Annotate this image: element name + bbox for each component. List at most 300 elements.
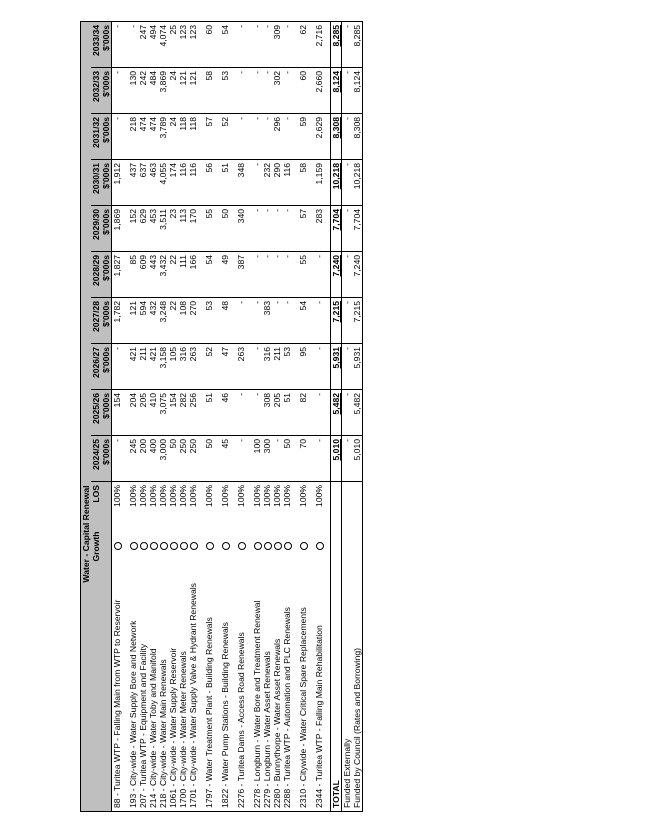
table-row: [138, 21, 148, 811]
value-cell: 250: [178, 435, 188, 481]
value-cell: -: [252, 297, 262, 343]
value-cell: 204: [128, 389, 138, 435]
value-cell: 282: [178, 389, 188, 435]
value-cell: 421: [148, 343, 158, 389]
title-fill: [81, 21, 92, 481]
los-cell: 100%: [262, 484, 272, 507]
value-cell: 50: [168, 435, 178, 481]
value-cell: -: [342, 389, 353, 435]
value-cell: -: [252, 205, 262, 251]
project-name: 88 - Turitea WTP - Falling Main from WTP to Reservoir: [112, 567, 123, 812]
value-cell: 130: [128, 67, 138, 113]
rotated-sheet: [80, 22, 645, 812]
value-cell: 108: [178, 297, 188, 343]
year-header: 2030/31: [91, 159, 101, 205]
value-cell: 594: [138, 297, 148, 343]
unit-header: $'000s: [101, 435, 112, 481]
growth-circle-icon: [140, 543, 148, 551]
value-cell: -: [342, 205, 353, 251]
growth-circle-icon: [222, 543, 230, 551]
value-cell: 53: [282, 343, 292, 389]
value-cell: 3,869: [158, 67, 168, 113]
growth-circle-icon: [114, 543, 122, 551]
table-row: [282, 21, 292, 811]
value-cell: 629: [138, 205, 148, 251]
value-cell: 152: [128, 205, 138, 251]
value-cell: 218: [128, 113, 138, 159]
value-cell: 54: [204, 251, 214, 297]
value-cell: -: [272, 251, 282, 297]
value-cell: 121: [128, 297, 138, 343]
funded-externally-row-label: Funded Externally: [342, 481, 353, 811]
value-cell: 3,158: [158, 343, 168, 389]
year-header: 2026/27: [91, 343, 101, 389]
value-cell: 22: [168, 251, 178, 297]
value-cell: 437: [128, 159, 138, 205]
value-cell: -: [314, 389, 324, 435]
value-cell: 348: [236, 159, 246, 205]
value-cell: 5,931: [352, 343, 363, 389]
los-cell: 100%: [220, 484, 230, 507]
value-cell: 70: [298, 435, 308, 481]
los-cell: 100%: [298, 484, 308, 507]
growth-cell: [158, 527, 168, 567]
value-cell: 118: [188, 113, 198, 159]
los-cell: 100%: [204, 484, 214, 507]
value-cell: 123: [188, 21, 198, 67]
growth-circle-icon: [284, 543, 292, 551]
table-row: [148, 21, 158, 811]
value-cell: -: [342, 251, 353, 297]
value-cell: 3,511: [158, 205, 168, 251]
los-cell: 100%: [282, 484, 292, 507]
project-name: 1700 - City-wide - Water Meter Renewals: [178, 567, 188, 812]
los-cell: 100%: [158, 484, 168, 507]
value-cell: 116: [282, 159, 292, 205]
table-title: Water - Capital Renewal: [81, 481, 92, 811]
value-cell: 3,000: [158, 435, 168, 481]
value-cell: 309: [272, 21, 282, 67]
value-cell: 57: [298, 205, 308, 251]
value-cell: 52: [220, 113, 230, 159]
value-cell: 296: [272, 113, 282, 159]
value-cell: -: [314, 297, 324, 343]
value-cell: 54: [298, 297, 308, 343]
value-cell: 7,215: [352, 297, 363, 343]
los-cell: 100%: [168, 484, 178, 507]
unit-header: $'000s: [101, 21, 112, 67]
value-cell: -: [252, 389, 262, 435]
value-cell: 5,010: [352, 435, 363, 481]
value-cell: 8,308: [331, 113, 342, 159]
value-cell: 59: [298, 113, 308, 159]
growth-cell: [262, 527, 272, 567]
growth-cell: [220, 527, 230, 567]
year-header-row: [91, 21, 101, 811]
table-row: [252, 21, 262, 811]
unit-header-row: [101, 21, 112, 811]
project-name: 2310 - Citywide - Water Critical Spare Replacements: [298, 567, 308, 812]
los-cell: 100%: [314, 484, 324, 507]
value-cell: 7,215: [331, 297, 342, 343]
value-cell: -: [282, 205, 292, 251]
value-cell: 55: [298, 251, 308, 297]
growth-cell: [236, 527, 246, 567]
value-cell: 118: [178, 113, 188, 159]
value-cell: -: [262, 251, 272, 297]
value-cell: 50: [220, 205, 230, 251]
value-cell: 1,912: [112, 159, 123, 205]
value-cell: 62: [298, 21, 308, 67]
value-cell: 52: [204, 343, 214, 389]
project-name: 218 - City-wide - Water Main Renewals: [158, 567, 168, 812]
value-cell: -: [236, 21, 246, 67]
unit-header: $'000s: [101, 343, 112, 389]
value-cell: 51: [220, 159, 230, 205]
project-name: 2276 - Turitea Dams - Access Road Renewals: [236, 567, 246, 812]
project-name: 2344 - Turitea WTP - Falling Main Rehabilitation: [314, 567, 324, 812]
value-cell: 8,124: [331, 67, 342, 113]
value-cell: -: [282, 67, 292, 113]
table-row: [188, 21, 198, 811]
los-cell: 100%: [272, 484, 282, 507]
value-cell: 3,075: [158, 389, 168, 435]
project-name: 2278 - Longburn - Water Bore and Treatment Renewal: [252, 567, 262, 812]
table-row: [168, 21, 178, 811]
value-cell: 1,782: [112, 297, 123, 343]
value-cell: 154: [112, 389, 123, 435]
unit-blank: [101, 481, 112, 811]
value-cell: 609: [138, 251, 148, 297]
value-cell: 53: [204, 297, 214, 343]
value-cell: -: [112, 343, 123, 389]
value-cell: 2,716: [314, 21, 324, 67]
value-cell: 23: [168, 205, 178, 251]
value-cell: -: [262, 67, 272, 113]
value-cell: 421: [128, 343, 138, 389]
value-cell: -: [112, 21, 123, 67]
value-cell: 174: [168, 159, 178, 205]
year-header: 2033/34: [91, 21, 101, 67]
value-cell: 8,124: [352, 67, 363, 113]
value-cell: 82: [298, 389, 308, 435]
value-cell: 58: [298, 159, 308, 205]
year-header: 2032/33: [91, 67, 101, 113]
value-cell: 463: [148, 159, 158, 205]
value-cell: 7,240: [331, 251, 342, 297]
value-cell: 48: [220, 297, 230, 343]
value-cell: 453: [148, 205, 158, 251]
value-cell: 340: [236, 205, 246, 251]
value-cell: 484: [148, 67, 158, 113]
value-cell: 387: [236, 251, 246, 297]
growth-circle-icon: [238, 543, 246, 551]
value-cell: 474: [148, 113, 158, 159]
value-cell: 1,159: [314, 159, 324, 205]
growth-circle-icon: [206, 543, 214, 551]
value-cell: -: [128, 21, 138, 67]
growth-circle-icon: [300, 543, 308, 551]
value-cell: 116: [188, 159, 198, 205]
value-cell: -: [314, 435, 324, 481]
value-cell: 474: [138, 113, 148, 159]
growth-circle-icon: [254, 543, 262, 551]
table-row: [178, 21, 188, 811]
value-cell: 5,482: [331, 389, 342, 435]
table-row: [112, 21, 123, 811]
growth-header: Growth: [91, 527, 101, 567]
growth-circle-icon: [170, 543, 178, 551]
value-cell: -: [262, 205, 272, 251]
value-cell: -: [236, 435, 246, 481]
value-cell: 8,285: [352, 21, 363, 67]
value-cell: 46: [220, 389, 230, 435]
title-row: [81, 21, 92, 811]
value-cell: -: [342, 159, 353, 205]
unit-header: $'000s: [101, 297, 112, 343]
los-header: LOS: [91, 481, 101, 526]
funded-council-row: [352, 21, 363, 811]
growth-circle-icon: [150, 543, 158, 551]
value-cell: 400: [148, 435, 158, 481]
project-name: 1061 - City-wide - Water Supply Reservoir: [168, 567, 178, 812]
value-cell: 232: [262, 159, 272, 205]
value-cell: 60: [204, 21, 214, 67]
value-cell: 7,704: [331, 205, 342, 251]
growth-cell: [138, 527, 148, 567]
los-cell: 100%: [178, 484, 188, 507]
value-cell: 123: [178, 21, 188, 67]
table-row: [314, 21, 324, 811]
value-cell: 256: [188, 389, 198, 435]
value-cell: -: [252, 159, 262, 205]
value-cell: 10,218: [352, 159, 363, 205]
value-cell: 55: [204, 205, 214, 251]
value-cell: -: [342, 297, 353, 343]
value-cell: 290: [272, 159, 282, 205]
value-cell: 211: [138, 343, 148, 389]
total-row: [331, 21, 342, 811]
value-cell: 247: [138, 21, 148, 67]
project-name: 214 - City-wide - Water Toby and Manifold: [148, 567, 158, 812]
value-cell: 116: [178, 159, 188, 205]
value-cell: 58: [204, 67, 214, 113]
value-cell: 7,240: [352, 251, 363, 297]
project-name: 193 - City-wide - Water Supply Bore and Network: [128, 567, 138, 812]
project-name: 1701 - City-wide - Water Supply Valve & Hydrant Renewals: [188, 567, 198, 812]
los-cell: 100%: [236, 484, 246, 507]
project-name: 2288 - Turitea WTP - Automation and PLC Renewals: [282, 567, 292, 812]
value-cell: 270: [188, 297, 198, 343]
value-cell: 50: [282, 435, 292, 481]
growth-cell: [168, 527, 178, 567]
value-cell: 3,789: [158, 113, 168, 159]
value-cell: 300: [262, 435, 272, 481]
unit-header: $'000s: [101, 159, 112, 205]
value-cell: 3,248: [158, 297, 168, 343]
value-cell: -: [112, 113, 123, 159]
value-cell: 105: [168, 343, 178, 389]
value-cell: 2,660: [314, 67, 324, 113]
value-cell: 2,629: [314, 113, 324, 159]
value-cell: -: [252, 113, 262, 159]
value-cell: 24: [168, 67, 178, 113]
value-cell: 95: [298, 343, 308, 389]
value-cell: 113: [178, 205, 188, 251]
value-cell: 54: [220, 21, 230, 67]
value-cell: -: [236, 297, 246, 343]
growth-circle-icon: [274, 543, 282, 551]
value-cell: 22: [168, 297, 178, 343]
value-cell: 170: [188, 205, 198, 251]
value-cell: 316: [178, 343, 188, 389]
value-cell: 200: [138, 435, 148, 481]
value-cell: 8,285: [331, 21, 342, 67]
value-cell: 154: [168, 389, 178, 435]
value-cell: -: [282, 113, 292, 159]
year-header: 2029/30: [91, 205, 101, 251]
value-cell: -: [272, 297, 282, 343]
table-row: [236, 21, 246, 811]
los-cell: 100%: [128, 484, 138, 507]
value-cell: 302: [272, 67, 282, 113]
project-name: 207 - Turitea WTP - Equipment and Facility: [138, 567, 148, 812]
unit-header: $'000s: [101, 205, 112, 251]
value-cell: 47: [220, 343, 230, 389]
unit-header: $'000s: [101, 251, 112, 297]
table-row: [298, 21, 308, 811]
table-row: [204, 21, 214, 811]
unit-header: $'000s: [101, 113, 112, 159]
unit-header: $'000s: [101, 67, 112, 113]
growth-cell: [314, 527, 324, 567]
growth-circle-icon: [130, 543, 138, 551]
value-cell: -: [272, 435, 282, 481]
value-cell: -: [112, 67, 123, 113]
project-name: 2280 - Bunnythorpe - Water Asset Renewals: [272, 567, 282, 812]
value-cell: -: [252, 67, 262, 113]
value-cell: 205: [138, 389, 148, 435]
value-cell: 443: [148, 251, 158, 297]
value-cell: 121: [188, 67, 198, 113]
value-cell: 637: [138, 159, 148, 205]
unit-header: $'000s: [101, 389, 112, 435]
value-cell: -: [272, 205, 282, 251]
value-cell: -: [282, 297, 292, 343]
value-cell: 410: [148, 389, 158, 435]
table-row: [220, 21, 230, 811]
los-cell: 100%: [188, 484, 198, 507]
funded-council-row-label: Funded by Council (Rates and Borrowing): [352, 481, 363, 811]
funded-externally-row: [342, 21, 353, 811]
value-cell: 1,869: [112, 205, 123, 251]
value-cell: 263: [236, 343, 246, 389]
value-cell: 49: [220, 251, 230, 297]
value-cell: -: [342, 113, 353, 159]
value-cell: 111: [178, 251, 188, 297]
value-cell: 85: [128, 251, 138, 297]
value-cell: 283: [314, 205, 324, 251]
growth-cell: [148, 527, 158, 567]
value-cell: 121: [178, 67, 188, 113]
value-cell: 205: [272, 389, 282, 435]
los-cell: 100%: [112, 484, 122, 507]
value-cell: -: [262, 113, 272, 159]
growth-circle-icon: [180, 543, 188, 551]
value-cell: -: [282, 251, 292, 297]
value-cell: -: [262, 21, 272, 67]
value-cell: -: [252, 343, 262, 389]
table-row: [262, 21, 272, 811]
value-cell: 10,218: [331, 159, 342, 205]
value-cell: 8,308: [352, 113, 363, 159]
growth-cell: [204, 527, 214, 567]
value-cell: 60: [298, 67, 308, 113]
project-name: 2279 - Longburn - Water Asset Renewals: [262, 567, 272, 812]
growth-cell: [128, 527, 138, 567]
value-cell: 263: [188, 343, 198, 389]
value-cell: 494: [148, 21, 158, 67]
growth-circle-icon: [264, 543, 272, 551]
value-cell: -: [314, 251, 324, 297]
value-cell: 211: [272, 343, 282, 389]
value-cell: 1,827: [112, 251, 123, 297]
value-cell: 5,010: [331, 435, 342, 481]
growth-cell: [272, 527, 282, 567]
table-row: [272, 21, 282, 811]
value-cell: -: [342, 435, 353, 481]
growth-cell: [298, 527, 308, 567]
value-cell: 53: [220, 67, 230, 113]
growth-cell: [188, 527, 198, 567]
value-cell: 432: [148, 297, 158, 343]
value-cell: 25: [168, 21, 178, 67]
value-cell: -: [342, 343, 353, 389]
value-cell: 316: [262, 343, 272, 389]
growth-cell: [252, 527, 262, 567]
table-row: [158, 21, 168, 811]
value-cell: -: [282, 21, 292, 67]
value-cell: 57: [204, 113, 214, 159]
value-cell: 56: [204, 159, 214, 205]
value-cell: -: [236, 113, 246, 159]
growth-cell: [282, 527, 292, 567]
value-cell: 308: [262, 389, 272, 435]
growth-circle-icon: [190, 543, 198, 551]
los-cell: 100%: [148, 484, 158, 507]
growth-cell: [112, 527, 123, 567]
growth-cell: [178, 527, 188, 567]
year-header: 2027/28: [91, 297, 101, 343]
value-cell: 100: [252, 435, 262, 481]
value-cell: 166: [188, 251, 198, 297]
year-header: 2031/32: [91, 113, 101, 159]
total-row-label: TOTAL: [331, 481, 342, 811]
value-cell: 250: [188, 435, 198, 481]
los-cell: 100%: [252, 484, 262, 507]
value-cell: 51: [204, 389, 214, 435]
value-cell: 50: [204, 435, 214, 481]
project-name: 1797 - Water Treatment Plant - Building Renewals: [204, 567, 214, 812]
growth-circle-icon: [316, 543, 324, 551]
value-cell: 5,482: [352, 389, 363, 435]
value-cell: 383: [262, 297, 272, 343]
value-cell: -: [236, 389, 246, 435]
project-name: 1822 - Water Pump Stations - Building Renewals: [220, 567, 230, 812]
value-cell: 4,074: [158, 21, 168, 67]
growth-circle-icon: [160, 543, 168, 551]
value-cell: 4,055: [158, 159, 168, 205]
